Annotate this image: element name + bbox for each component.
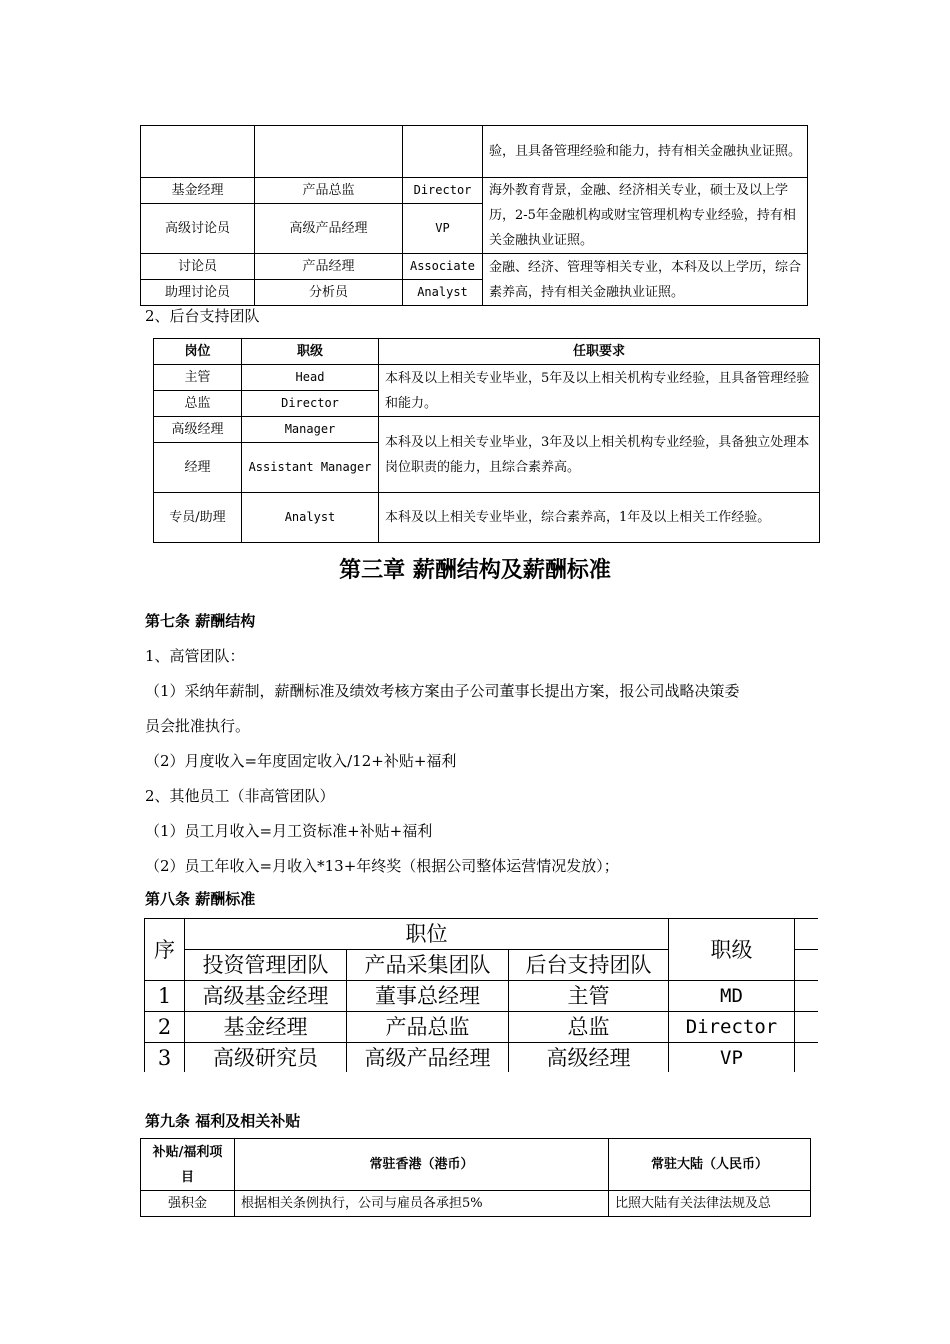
empty-cell [403, 126, 483, 178]
level-cell: Analyst [242, 493, 379, 543]
article7-line: （1）采纳年薪制，薪酬标准及绩效考核方案由子公司董事长提出方案，报公司战略决策委 [145, 682, 740, 700]
header-requirement: 任职要求 [379, 339, 820, 365]
clipped-cell [795, 919, 819, 950]
header-level: 职级 [242, 339, 379, 365]
prod-cell: 高级产品经理 [347, 1043, 509, 1073]
section-heading-backoffice: 2、后台支持团队 [145, 307, 260, 325]
position-cell: 经理 [154, 443, 242, 493]
requirement-cell: 本科及以上相关专业毕业，5年及以上相关机构专业经验，且具备管理经验和能力。 [379, 365, 820, 417]
inv-cell: 高级基金经理 [185, 981, 347, 1012]
investment-team-table [140, 125, 808, 306]
article7-line: （2）月度收入=年度固定收入/12+补贴+福利 [145, 752, 457, 770]
header-team: 投资管理团队 [185, 950, 347, 981]
header-position: 职位 [185, 919, 669, 950]
prod-cell: 产品总监 [347, 1012, 509, 1043]
article7-line: （2）员工年收入=月收入*13+年终奖（根据公司整体运营情况发放）； [145, 857, 619, 875]
header-item: 补贴/福利项目 [141, 1139, 235, 1191]
clipped-cell [795, 981, 819, 1012]
level-cell: Director [242, 391, 379, 417]
product-cell: 产品经理 [255, 254, 403, 280]
position-cell: 基金经理 [141, 178, 255, 204]
header-hk: 常驻香港（港币） [235, 1139, 609, 1191]
article7-title: 第七条 薪酬结构 [145, 612, 256, 630]
level-cell: Manager [242, 417, 379, 443]
level-cell: MD [669, 981, 795, 1012]
inv-cell: 基金经理 [185, 1012, 347, 1043]
product-cell: 分析员 [255, 280, 403, 306]
salary-standard-table [144, 918, 818, 1072]
level-cell: Analyst [403, 280, 483, 306]
position-cell: 高级经理 [154, 417, 242, 443]
prod-cell: 董事总经理 [347, 981, 509, 1012]
article8-title: 第八条 薪酬标准 [145, 890, 256, 908]
inv-cell: 高级研究员 [185, 1043, 347, 1073]
header-seq: 序 [145, 919, 185, 981]
header-mainland: 常驻大陆（人民币） [609, 1139, 811, 1191]
position-cell: 总监 [154, 391, 242, 417]
article7-line: 1、高管团队： [145, 647, 245, 665]
clipped-cell [795, 950, 819, 981]
position-cell: 高级讨论员 [141, 204, 255, 254]
level-cell: Head [242, 365, 379, 391]
clipped-cell [795, 1043, 819, 1073]
position-cell: 专员/助理 [154, 493, 242, 543]
chapter-title: 第三章 薪酬结构及薪酬标准 [339, 558, 611, 583]
level-cell: VP [669, 1043, 795, 1073]
hk-cell: 根据相关条例执行，公司与雇员各承担5% [235, 1191, 609, 1217]
level-cell: Director [403, 178, 483, 204]
product-cell: 产品总监 [255, 178, 403, 204]
empty-cell [141, 126, 255, 178]
requirement-cell: 验，且具备管理经验和能力，持有相关金融执业证照。 [483, 126, 808, 178]
clipped-cell [795, 1012, 819, 1043]
level-cell: Director [669, 1012, 795, 1043]
back-cell: 主管 [509, 981, 669, 1012]
item-cell: 强积金 [141, 1191, 235, 1217]
header-level: 职级 [669, 919, 795, 981]
mainland-cell: 比照大陆有关法律法规及总 [609, 1191, 811, 1217]
level-cell: VP [403, 204, 483, 254]
article7-line: 员会批准执行。 [145, 717, 251, 735]
seq-cell: 2 [145, 1012, 185, 1043]
salary-standard-table-frame [144, 918, 818, 1072]
back-cell: 高级经理 [509, 1043, 669, 1073]
article9-title: 第九条 福利及相关补贴 [145, 1112, 301, 1130]
position-cell: 讨论员 [141, 254, 255, 280]
empty-cell [255, 126, 403, 178]
header-team: 后台支持团队 [509, 950, 669, 981]
product-cell: 高级产品经理 [255, 204, 403, 254]
header-position: 岗位 [154, 339, 242, 365]
header-team: 产品采集团队 [347, 950, 509, 981]
article7-line: 2、其他员工（非高管团队） [145, 787, 335, 805]
benefits-table [140, 1138, 811, 1217]
requirement-cell: 本科及以上相关专业毕业，综合素养高，1年及以上相关工作经验。 [379, 493, 820, 543]
position-cell: 主管 [154, 365, 242, 391]
requirement-cell: 本科及以上相关专业毕业，3年及以上相关机构专业经验，具备独立处理本岗位职责的能力，且综合素养高。 [379, 417, 820, 493]
article7-line: （1）员工月收入=月工资标准+补贴+福利 [145, 822, 433, 840]
level-cell: Associate [403, 254, 483, 280]
back-cell: 总监 [509, 1012, 669, 1043]
level-cell: Assistant Manager [242, 443, 379, 493]
requirement-cell: 金融、经济、管理等相关专业，本科及以上学历，综合素养高，持有相关金融执业证照。 [483, 254, 808, 306]
position-cell: 助理讨论员 [141, 280, 255, 306]
seq-cell: 3 [145, 1043, 185, 1073]
seq-cell: 1 [145, 981, 185, 1012]
backoffice-team-table [153, 338, 820, 543]
requirement-cell: 海外教育背景，金融、经济相关专业，硕士及以上学历，2-5年金融机构或财宝管理机构专业经验，持有相关金融执业证照。 [483, 178, 808, 254]
